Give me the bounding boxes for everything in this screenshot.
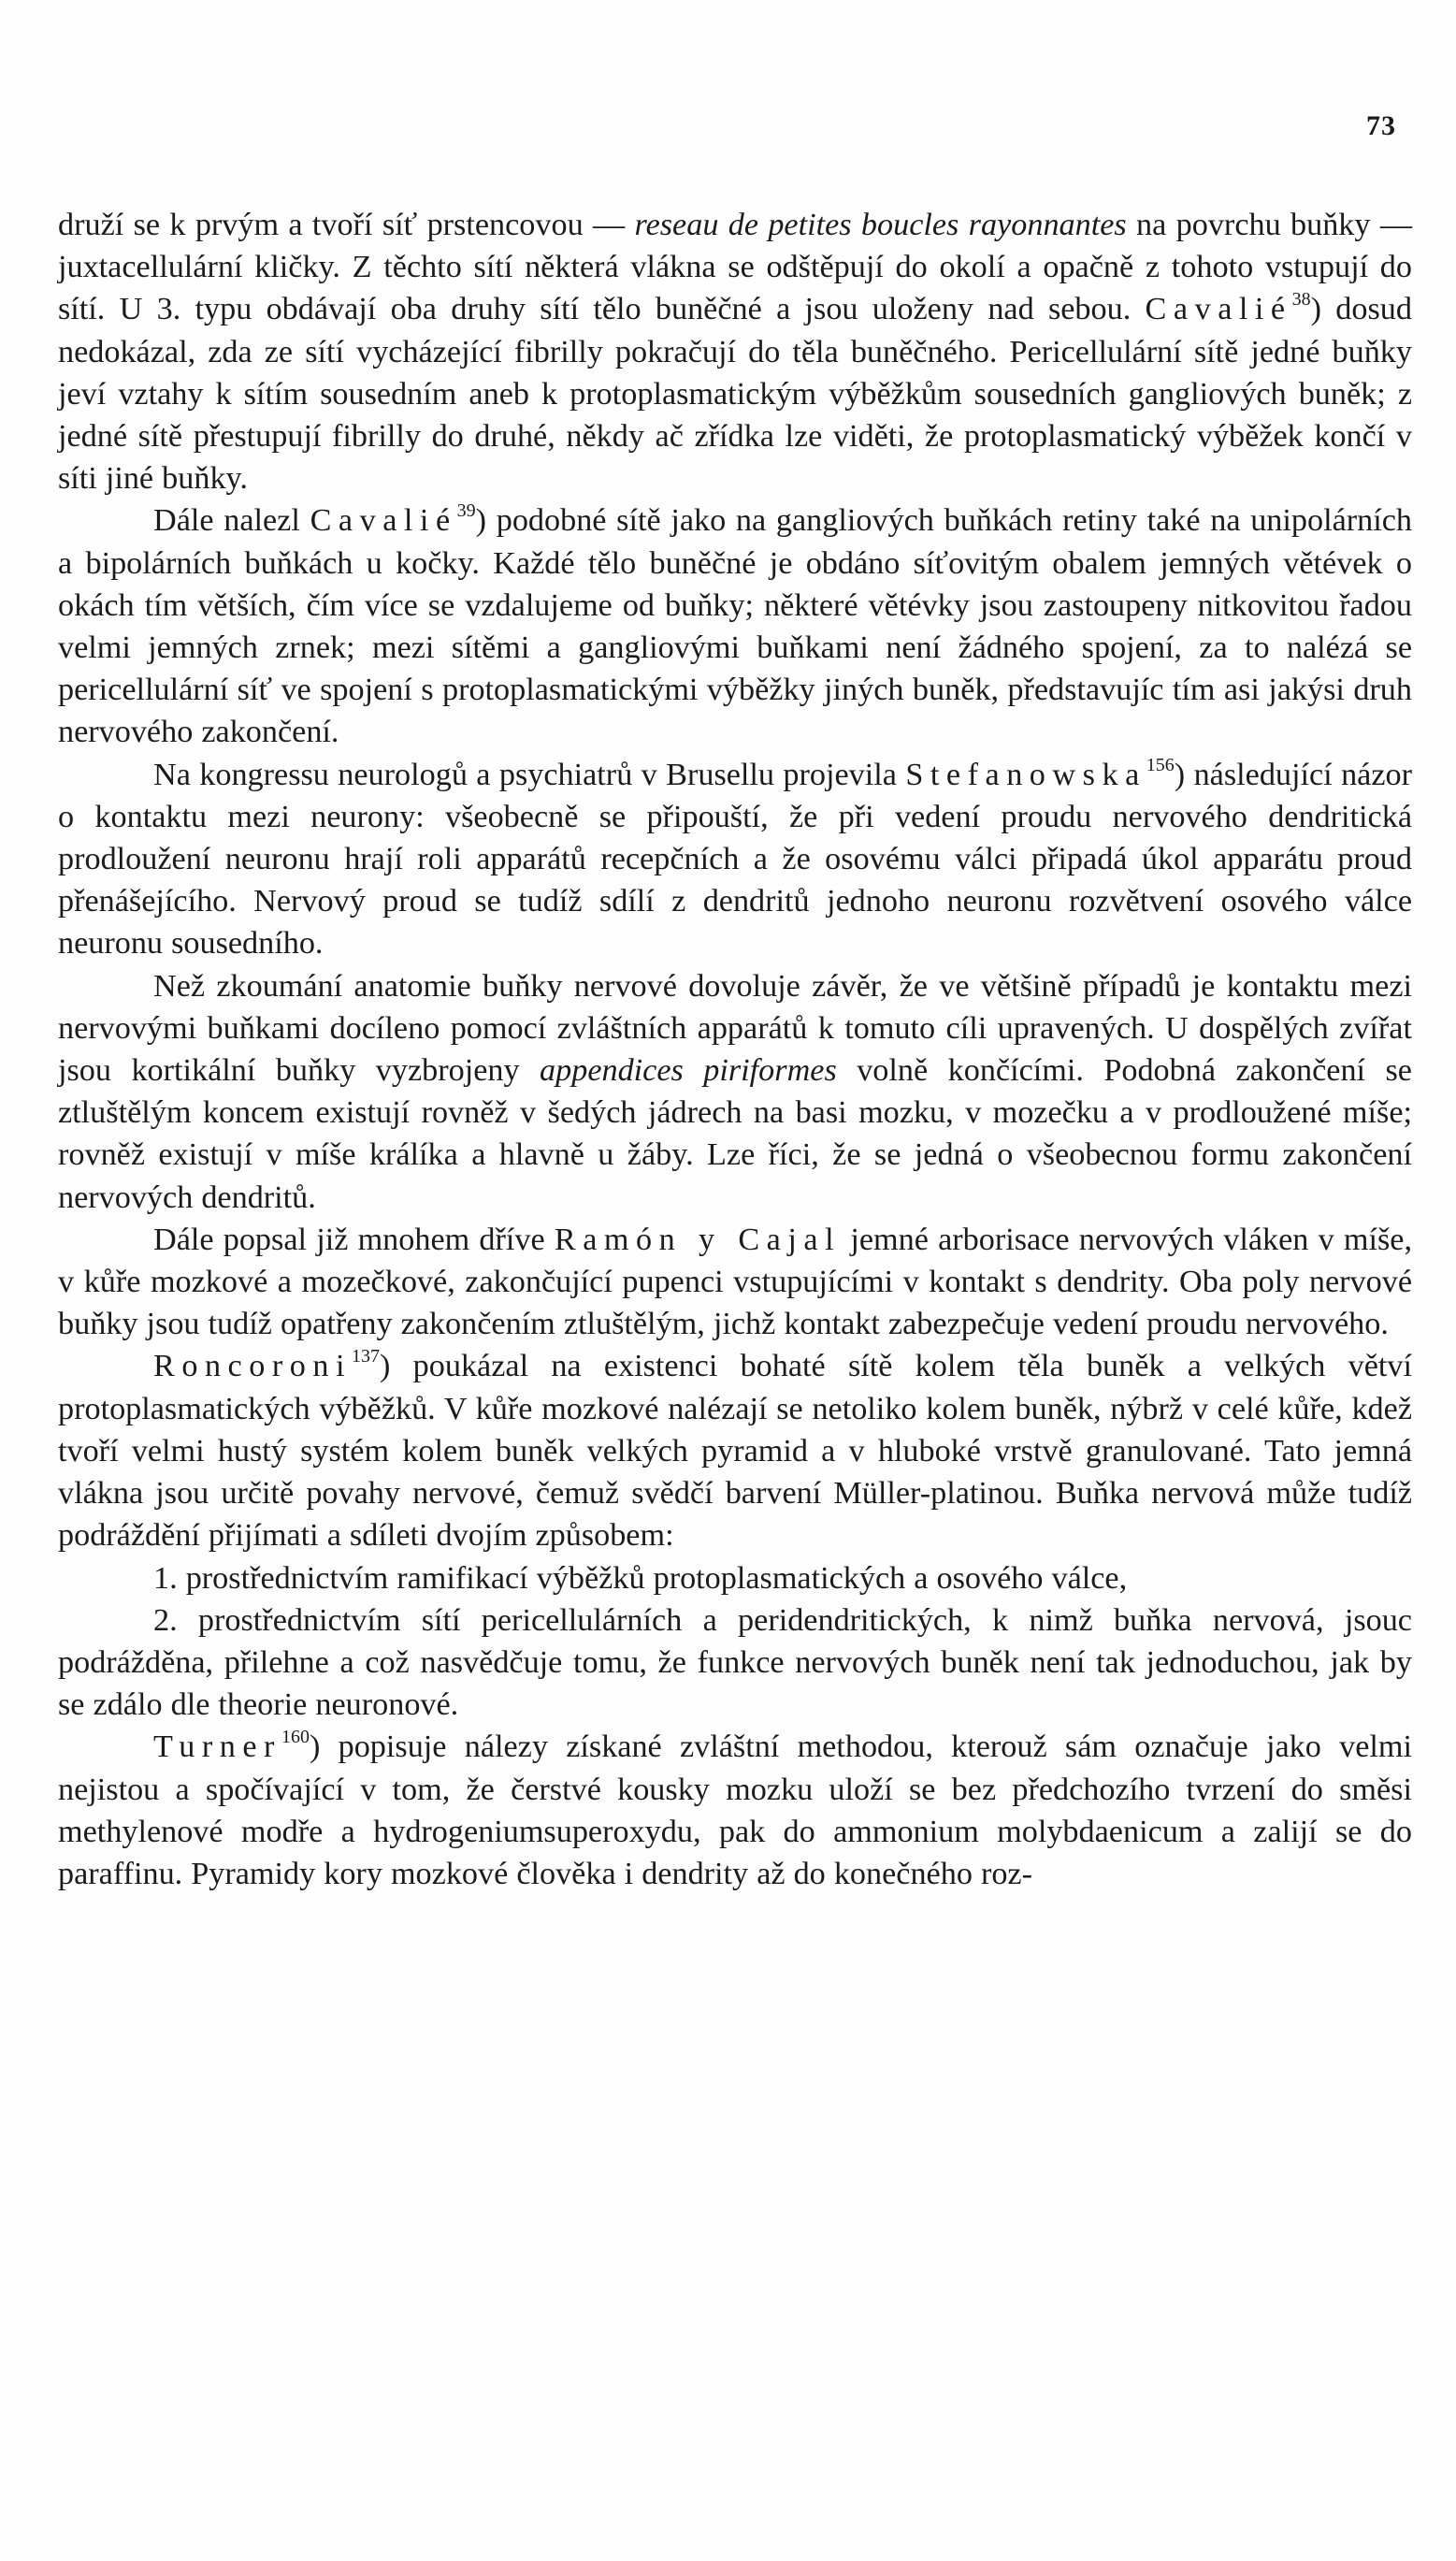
text-run: volně končícími. Podobná zakončení se ztluštělým koncem existují rovněž v šedých jádrech na basi mozku, v mozečku a v prodloužené míše; rovněž existují v míše králíka a hlavně u žáby. Lze říci, že se jedná o všeobecnou formu zakončení nervových dendritů. [58,1053,1412,1215]
text-run: druží se k prvým a tvoří síť prstencovou — [58,208,635,242]
text-run: ) popisuje nálezy získané zvláštní methodou, kterouž sám označuje jako velmi nejistou a spočívající v tom, že čerstvé kousky mozku uloží se bez předchozího tvrzení do směsi methylenové modře a hydrogeniumsuperoxydu, pak do ammonium molybdaenicum a zalijí se do paraffinu. Pyramidy kory mozkové člověka i dendrity až do konečného roz- [58,1729,1412,1891]
author-name: Stefanowska [905,757,1146,792]
body-text [58,204,1412,1895]
text-run: ) dosud nedokázal, zda ze sítí vycházející fibrilly pokračují do těla buněčného. Pericellulární sítě jedné buňky jeví vztahy k sítím sousedním aneb k protoplasmatickým výběžkům sousedních gangliových buněk; z jedné sítě přestupují fibrilly do druhé, někdy ač zřídka lze viděti, že protoplasmatický výběžek končí v síti jiné buňky. [58,292,1412,497]
text-run: ) poukázal na existenci bohaté sítě kolem těla buněk a velkých větví protoplasmatických výběžků. V kůře mozkové nalézají se netoliko kolem buněk, nýbrž v celé kůře, kdež tvoří velmi hustý systém kolem buněk velkých pyramid a v hluboké vrstvě granulované. Tato jemná vlákna jsou určitě povahy nervové, čemuž svědčí barvení Müller-platinou. Buňka nervová může tudíž podráždění přijímati a sdíleti dvojím způsobem: [58,1349,1412,1554]
footnote-ref: 39 [456,500,476,522]
footnote-ref: 137 [352,1346,381,1367]
footnote-ref: 160 [281,1727,310,1748]
author-name: Turner [153,1729,281,1765]
text-run: Na kongressu neurologů a psychiatrů v Brusellu projevila [153,757,906,792]
paragraph [58,1219,1412,1346]
paragraph [58,1726,1412,1895]
paragraph [58,1345,1412,1556]
paragraph [58,754,1412,965]
footnote-ref: 156 [1146,754,1175,775]
author-name: Ramón y Cajal [554,1222,842,1257]
text-run: 1. prostřednictvím ramifikací výběžků protoplasmatických a osového válce, [153,1560,1128,1596]
text-run: Než zkoumání anatomie buňky nervové dovoluje závěr, že ve většině případů je kontaktu mezi nervovými buňkami docíleno pomocí zvláštních apparátů k tomuto cíli upravených. U dospělých zvířat jsou kortikální buňky vyzbrojeny [58,968,1412,1089]
italic-phrase: appendices piriformes [540,1053,837,1089]
paragraph [58,965,1412,1219]
author-name: Cavalié [1145,292,1292,327]
page-number: 73 [1366,110,1396,141]
footnote-ref: 38 [1291,289,1311,311]
text-run: jemné arborisace nervových vláken v míše, v kůře mozkové a mozečkové, zakončující pupenci vstupujícími v kontakt s dendrity. Oba poly nervové buňky jsou tudíž opatřeny zakončením ztluštělým, jichž kontakt zabezpečuje vedení proudu nervového. [58,1222,1412,1342]
italic-phrase: reseau de petites boucles rayonnantes [634,208,1127,242]
paragraph [58,204,1412,499]
text-run: Dále popsal již mnohem dříve [153,1222,555,1257]
text-run: Dále nalezl [153,503,310,539]
author-name: Cavalié [310,503,457,539]
paragraph [58,499,1412,753]
text-run: 2. prostřednictvím sítí pericellulárních a peridendritických, k nimž buňka nervová, jsouc podrážděna, přilehne a což nasvědčuje tomu, že funkce nervových buněk není tak jednoduchou, jak by se zdálo dle theorie neuronové. [58,1602,1412,1723]
text-run: ) následující názor o kontaktu mezi neurony: všeobecně se připouští, že při vedení proudu nervového dendritická prodloužení neuronu hrají roli apparátů recepčních a že osovému válci připadá úkol apparátu proud přenášejícího. Nervový proud se tudíž sdílí z dendritů jednoho neuronu rozvětvení osového válce neuronu sousedního. [58,757,1412,962]
paragraph [58,1557,1412,1599]
paragraph [58,1599,1412,1727]
text-run: na povrchu buňky — juxtacellulární kličky. Z těchto sítí některá vlákna se odštěpují do okolí a opačně z tohoto vstupují do sítí. U 3. typu obdávají oba druhy sítí tělo buněčné a jsou uloženy nad sebou. [58,208,1413,327]
author-name: Roncoroni [153,1349,353,1384]
text-run: ) podobné sítě jako na gangliových buňkách retiny také na unipolárních a bipolárních buňkách u kočky. Každé tělo buněčné je obdáno síťovitým obalem jemných větévek o okách tím větších, čím více se vzdalujeme od buňky; některé větévky jsou zastoupeny nitkovitou řadou velmi jemných zrnek; mezi sítěmi a gangliovými buňkami není žádného spojení, za to nalézá se pericellulární síť ve spojení s protoplasmatickými výběžky jiných buněk, představujíc tím asi jakýsi druh nervového zakončení. [58,503,1412,750]
